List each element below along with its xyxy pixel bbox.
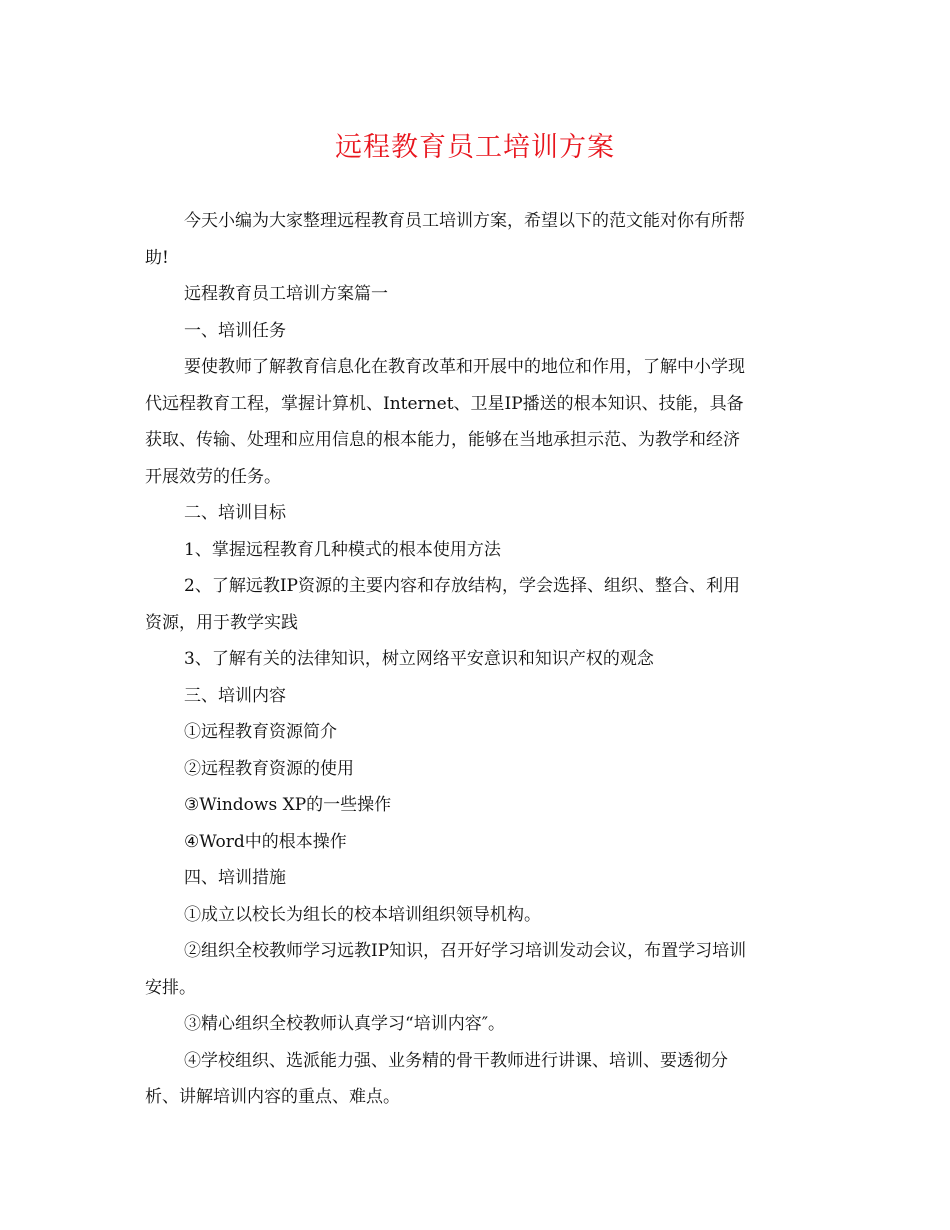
paragraph-line: ④学校组织、选派能力强、业务精的骨干教师进行讲课、培训、要透彻分 [184, 1050, 728, 1071]
paragraph-line: 三、培训内容 [184, 685, 286, 706]
paragraph [145, 495, 810, 532]
paragraph-line: 3、了解有关的法律知识，树立网络平安意识和知识产权的观念 [184, 649, 654, 669]
paragraph [145, 313, 810, 350]
paragraph-line: ③Windows XP的一些操作 [184, 795, 392, 815]
paragraph-line: 助! [145, 247, 169, 268]
paragraph [145, 824, 810, 861]
paragraph-line: ①远程教育资源简介 [184, 722, 337, 742]
paragraph [145, 751, 810, 788]
paragraph [145, 678, 810, 715]
paragraph-line: 2、了解远教IP资源的主要内容和存放结构，学会选择、组织、整合、利用 [184, 576, 740, 596]
paragraph-line: 析、讲解培训内容的重点、难点。 [145, 1087, 400, 1107]
paragraph-line: 资源，用于教学实践 [145, 612, 298, 633]
paragraph-line: 远程教育员工培训方案篇一 [184, 284, 388, 304]
paragraph [145, 714, 810, 751]
paragraph-line: 今天小编为大家整理远程教育员工培训方案，希望以下的范文能对你有所帮 [184, 211, 745, 231]
paragraph-line: ②远程教育资源的使用 [184, 758, 354, 779]
paragraph [145, 349, 810, 495]
paragraph [145, 203, 810, 276]
paragraph [145, 787, 810, 824]
paragraph-line: 安排。 [145, 977, 196, 998]
paragraph [145, 532, 810, 569]
paragraph-line: ④Word中的根本操作 [184, 831, 347, 852]
paragraph-line: 要使教师了解教育信息化在教育改革和开展中的地位和作用，了解中小学现 [184, 357, 745, 377]
paragraph-line: ②组织全校教师学习远教IP知识，召开好学习培训发动会议，布置学习培训 [184, 941, 747, 961]
paragraph-line: 获取、传输、处理和应用信息的根本能力，能够在当地承担示范、为教学和经济 [145, 430, 740, 450]
paragraph-line: ①成立以校长为组长的校本培训组织领导机构。 [184, 904, 541, 925]
paragraph-line: 四、培训措施 [184, 868, 286, 888]
paragraph [145, 276, 810, 313]
paragraph [145, 1006, 810, 1043]
document-title: 远程教育员工培训方案 [335, 132, 615, 163]
paragraph [145, 1043, 810, 1116]
paragraph [145, 933, 810, 1006]
paragraph-line: 二、培训目标 [184, 503, 286, 523]
paragraph-line: ③精心组织全校教师认真学习“培训内容″。 [184, 1014, 506, 1034]
paragraph [145, 897, 810, 934]
paragraph-line: 代远程教育工程，掌握计算机、Internet、卫星IP播送的根本知识、技能，具备 [145, 393, 744, 414]
paragraph [145, 568, 810, 641]
paragraph-line: 1、掌握远程教育几种模式的根本使用方法 [184, 539, 501, 560]
paragraph-line: 一、培训任务 [184, 320, 286, 341]
document-body [145, 203, 810, 1116]
paragraph [145, 860, 810, 897]
paragraph [145, 641, 810, 678]
paragraph-line: 开展效劳的任务。 [145, 466, 281, 487]
